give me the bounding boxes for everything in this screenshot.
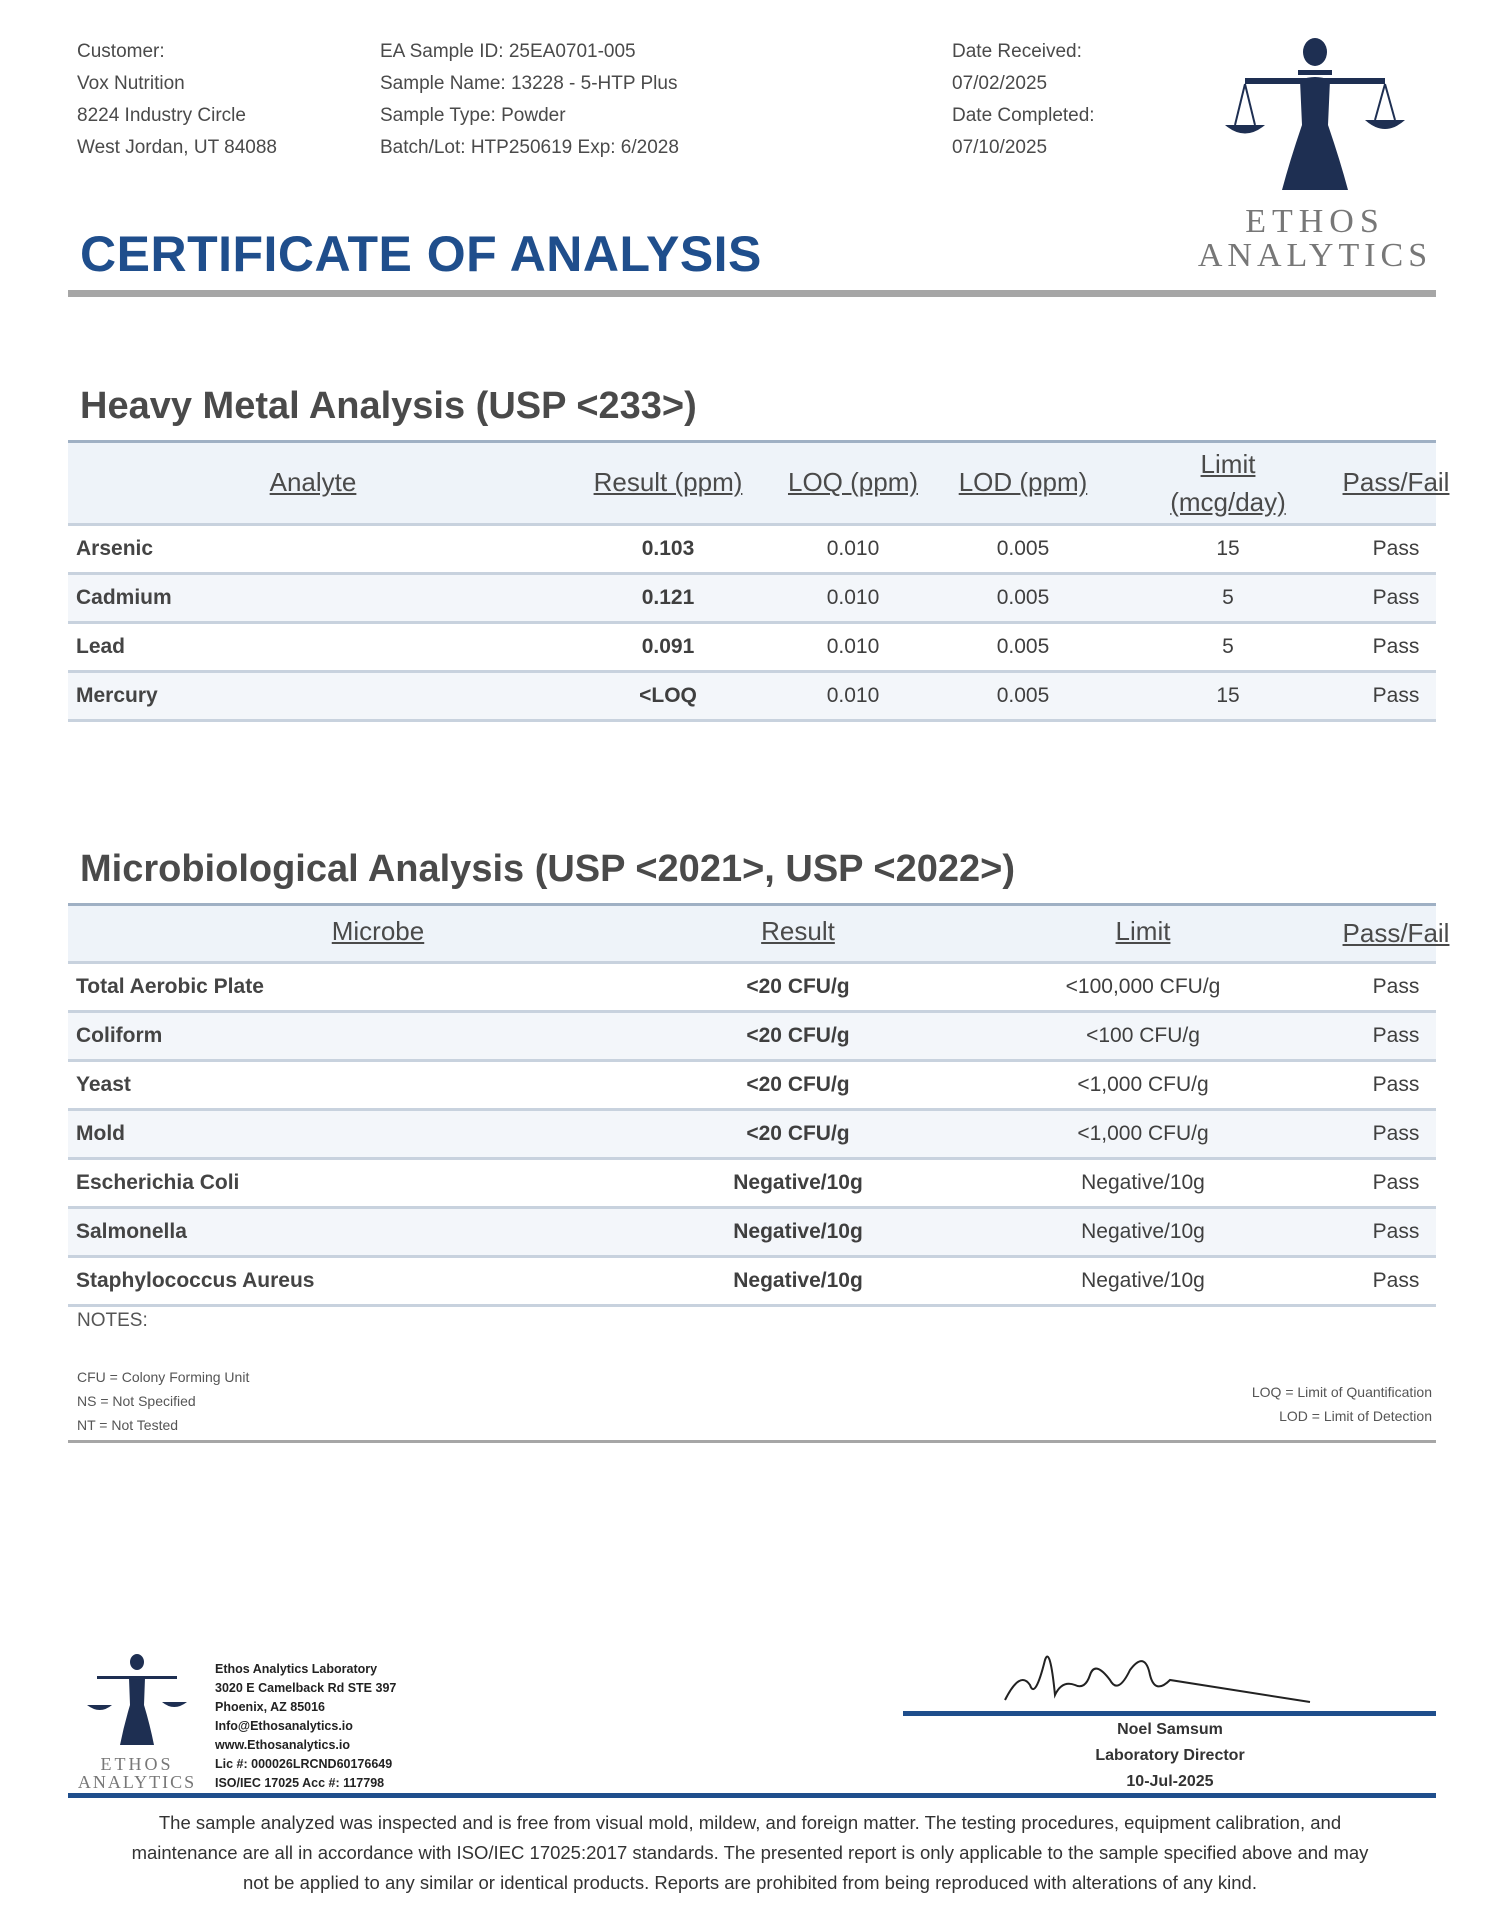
micro-result-cell: Negative/10g xyxy=(733,1269,863,1292)
micro-limit-cell: Negative/10g xyxy=(1081,1220,1205,1243)
microbe-cell: Escherichia Coli xyxy=(76,1171,240,1194)
col-limit: Limit xyxy=(1200,449,1256,479)
lod-cell: 0.005 xyxy=(996,537,1050,560)
micro-passfail-cell: Pass xyxy=(1372,1073,1420,1096)
result-cell: 0.103 xyxy=(641,537,695,560)
limit-cell: 5 xyxy=(1222,586,1234,609)
customer-city: West Jordan, UT 84088 xyxy=(77,137,277,158)
micro-passfail-cell: Pass xyxy=(1372,1220,1420,1243)
micro-row xyxy=(68,1160,1436,1209)
customer-address: 8224 Industry Circle xyxy=(77,105,246,126)
micro-limit-cell: Negative/10g xyxy=(1081,1171,1205,1194)
col-loq: LOQ (ppm) xyxy=(787,467,919,497)
date-completed-label: Date Completed: xyxy=(952,105,1095,126)
col-lod: LOD (ppm) xyxy=(958,467,1088,497)
analyte-cell: Mercury xyxy=(76,684,158,707)
result-cell: <LOQ xyxy=(639,684,697,707)
heavy-metal-table xyxy=(68,440,1450,722)
micro-row xyxy=(68,1062,1436,1111)
lab-license: Lic #: 000026LRCND60176649 xyxy=(215,1757,393,1771)
small-logo xyxy=(72,1650,202,1790)
micro-row xyxy=(68,1013,1436,1062)
col-microbe: Microbe xyxy=(331,916,425,946)
customer-name: Vox Nutrition xyxy=(77,73,185,94)
micro-passfail-cell: Pass xyxy=(1372,1269,1420,1292)
heavy-metal-title: Heavy Metal Analysis (USP <233>) xyxy=(80,385,697,427)
micro-result-cell: Negative/10g xyxy=(733,1220,863,1243)
lod-cell: 0.005 xyxy=(996,684,1050,707)
micro-title: Microbiological Analysis (USP <2021>, USP <2022>) xyxy=(80,848,1015,890)
passfail-cell: Pass xyxy=(1372,586,1420,609)
lab-email: Info@Ethosanalytics.io xyxy=(215,1719,353,1733)
disclaimer-line2: maintenance are all in accordance with ISO/IEC 17025:2017 standards. The presented report is only applicable to the sample specified above and may xyxy=(131,1842,1369,1863)
micro-limit-cell: <100 CFU/g xyxy=(1086,1024,1200,1047)
lab-website: www.Ethosanalytics.io xyxy=(215,1738,350,1752)
micro-result-cell: <20 CFU/g xyxy=(746,1122,850,1145)
sample-info xyxy=(380,36,679,164)
sample-id: EA Sample ID: 25EA0701-005 xyxy=(380,41,636,62)
micro-passfail-cell: Pass xyxy=(1372,1024,1420,1047)
justice-figure-small-icon xyxy=(72,1650,202,1750)
signer-name: Noel Samsum xyxy=(1117,1721,1223,1738)
micro-passfail-cell: Pass xyxy=(1372,1122,1420,1145)
lab-name: Ethos Analytics Laboratory xyxy=(215,1662,378,1676)
sample-type: Sample Type: Powder xyxy=(380,105,566,126)
analyte-cell: Lead xyxy=(76,635,126,658)
note-nt: NT = Not Tested xyxy=(77,1417,179,1433)
notes-label: NOTES: xyxy=(77,1310,148,1331)
microbe-cell: Coliform xyxy=(76,1024,163,1047)
notes-right xyxy=(1252,1380,1432,1428)
signature-block xyxy=(905,1717,1435,1795)
analyte-cell: Arsenic xyxy=(76,537,154,560)
batch-lot: Batch/Lot: HTP250619 Exp: 6/2028 xyxy=(380,137,679,158)
limit-cell: 5 xyxy=(1222,635,1234,658)
micro-row xyxy=(68,1209,1436,1258)
microbe-cell: Staphylococcus Aureus xyxy=(76,1269,315,1292)
passfail-cell: Pass xyxy=(1372,684,1420,707)
result-cell: 0.121 xyxy=(641,586,695,609)
micro-result-cell: <20 CFU/g xyxy=(746,1073,850,1096)
lab-street: 3020 E Camelback Rd STE 397 xyxy=(215,1681,397,1695)
logo-line2: ANALYTICS xyxy=(1197,237,1433,274)
heavy-metal-row xyxy=(68,673,1436,722)
notes-divider xyxy=(68,1440,1436,1443)
limit-cell: 15 xyxy=(1216,537,1240,560)
date-received-label: Date Received: xyxy=(952,41,1082,62)
date-info xyxy=(952,36,1095,164)
micro-limit-cell: <1,000 CFU/g xyxy=(1077,1073,1209,1096)
result-cell: 0.091 xyxy=(641,635,695,658)
ethos-logo xyxy=(1190,30,1440,280)
loq-cell: 0.010 xyxy=(826,635,880,658)
date-received: 07/02/2025 xyxy=(952,73,1048,94)
micro-result-cell: <20 CFU/g xyxy=(746,1024,850,1047)
lod-cell: 0.005 xyxy=(996,586,1050,609)
micro-row xyxy=(68,1111,1436,1160)
lab-iso: ISO/IEC 17025 Acc #: 117798 xyxy=(215,1776,385,1790)
disclaimer-line3: not be applied to any similar or identical products. Reports are prohibited from being reproduced with alterations of any kind. xyxy=(243,1872,1257,1893)
limit-cell: 15 xyxy=(1216,684,1240,707)
date-completed: 07/10/2025 xyxy=(952,137,1048,158)
justice-figure-icon xyxy=(1190,30,1440,200)
page-title: CERTIFICATE OF ANALYSIS xyxy=(80,226,762,282)
microbe-cell: Mold xyxy=(76,1122,125,1145)
micro-limit-cell: Negative/10g xyxy=(1081,1269,1205,1292)
loq-cell: 0.010 xyxy=(826,684,880,707)
heavy-metal-header xyxy=(68,443,1450,526)
col-analyte: Analyte xyxy=(269,467,357,497)
disclaimer xyxy=(40,1808,1460,1898)
col-micro-result: Result xyxy=(761,916,835,946)
loq-cell: 0.010 xyxy=(826,537,880,560)
logo-line1: ETHOS xyxy=(1245,203,1385,240)
micro-result-cell: <20 CFU/g xyxy=(746,975,850,998)
col-limit-unit: (mcg/day) xyxy=(1170,487,1286,517)
passfail-cell: Pass xyxy=(1372,537,1420,560)
micro-limit-cell: <100,000 CFU/g xyxy=(1065,975,1221,998)
signer-role: Laboratory Director xyxy=(1095,1747,1245,1764)
col-result: Result (ppm) xyxy=(593,467,743,497)
small-logo-line1: ETHOS xyxy=(100,1754,174,1774)
loq-cell: 0.010 xyxy=(826,586,880,609)
lod-cell: 0.005 xyxy=(996,635,1050,658)
lab-info xyxy=(215,1660,396,1793)
col-micro-passfail: Pass/Fail xyxy=(1342,918,1450,948)
micro-passfail-cell: Pass xyxy=(1372,975,1420,998)
sign-date: 10-Jul-2025 xyxy=(1126,1773,1214,1790)
micro-row xyxy=(68,964,1436,1013)
sample-name: Sample Name: 13228 - 5-HTP Plus xyxy=(380,73,678,94)
microbe-cell: Yeast xyxy=(76,1073,131,1096)
micro-passfail-cell: Pass xyxy=(1372,1171,1420,1194)
micro-header xyxy=(68,906,1450,964)
customer-info xyxy=(77,36,277,164)
signature-image xyxy=(1000,1640,1320,1720)
heavy-metal-row xyxy=(68,575,1436,624)
heavy-metal-row xyxy=(68,526,1436,575)
title-divider xyxy=(68,290,1436,297)
col-micro-limit: Limit xyxy=(1115,916,1171,946)
disclaimer-line1: The sample analyzed was inspected and is free from visual mold, mildew, and foreign matter. The testing procedures, equipment calibration, and xyxy=(158,1812,1342,1833)
col-passfail: Pass/Fail xyxy=(1342,467,1450,497)
heavy-metal-row xyxy=(68,624,1436,673)
lab-city: Phoenix, AZ 85016 xyxy=(215,1700,325,1714)
customer-label: Customer: xyxy=(77,41,165,62)
micro-limit-cell: <1,000 CFU/g xyxy=(1077,1122,1209,1145)
micro-row xyxy=(68,1258,1436,1307)
micro-result-cell: Negative/10g xyxy=(733,1171,863,1194)
note-lod: LOD = Limit of Detection xyxy=(1279,1408,1432,1424)
signature-line xyxy=(903,1711,1436,1716)
note-loq: LOQ = Limit of Quantification xyxy=(1251,1384,1432,1400)
note-cfu: CFU = Colony Forming Unit xyxy=(77,1369,250,1385)
note-ns: NS = Not Specified xyxy=(77,1393,196,1409)
passfail-cell: Pass xyxy=(1372,635,1420,658)
footer-divider xyxy=(68,1793,1436,1798)
micro-table xyxy=(68,903,1450,1307)
microbe-cell: Salmonella xyxy=(76,1220,187,1243)
notes-left xyxy=(77,1365,249,1437)
small-logo-line2: ANALYTICS xyxy=(77,1772,197,1792)
microbe-cell: Total Aerobic Plate xyxy=(76,975,264,998)
analyte-cell: Cadmium xyxy=(76,586,172,609)
